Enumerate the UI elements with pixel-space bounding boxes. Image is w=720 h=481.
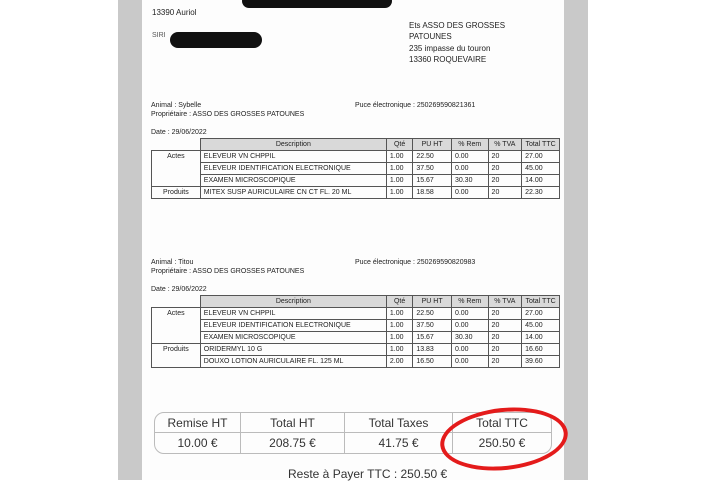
row-category xyxy=(152,175,201,187)
row-rem: 30.30 xyxy=(451,175,488,187)
invoice-page xyxy=(142,0,564,480)
row-qty: 1.00 xyxy=(386,308,412,320)
row-category xyxy=(152,356,201,368)
col-tva: % TVA xyxy=(488,296,522,308)
table-row xyxy=(152,151,560,163)
table-row xyxy=(152,175,560,187)
col-pu-ht: PU HT xyxy=(413,296,452,308)
sender-city: 13390 Auriol xyxy=(152,8,197,17)
row-category xyxy=(152,332,201,344)
row-description: ELEVEUR VN CHPPIL xyxy=(200,151,386,163)
row-tva: 20 xyxy=(488,187,522,199)
row-ttc: 27.00 xyxy=(522,308,560,320)
animal-name: Animal : Titou xyxy=(151,259,194,266)
table-row xyxy=(152,344,560,356)
row-rem: 0.00 xyxy=(451,320,488,332)
row-ttc: 22.30 xyxy=(522,187,560,199)
row-qty: 2.00 xyxy=(386,356,412,368)
row-pu: 13.83 xyxy=(413,344,452,356)
row-ttc: 16.60 xyxy=(522,344,560,356)
table-row xyxy=(152,163,560,175)
page-margin-right xyxy=(564,0,588,480)
table-header-row xyxy=(152,296,560,308)
row-tva: 20 xyxy=(488,308,522,320)
summary-value-total-taxes: 41.75 € xyxy=(345,433,453,453)
row-qty: 1.00 xyxy=(386,187,412,199)
owner: Propriétaire : ASSO DES GROSSES PATOUNES xyxy=(151,111,305,118)
invoice-date: Date : 29/06/2022 xyxy=(151,129,207,136)
row-pu: 16.50 xyxy=(413,356,452,368)
row-ttc: 14.00 xyxy=(522,175,560,187)
row-description: ELEVEUR VN CHPPIL xyxy=(200,308,386,320)
row-qty: 1.00 xyxy=(386,175,412,187)
owner: Propriétaire : ASSO DES GROSSES PATOUNES xyxy=(151,268,305,275)
row-category: Actes xyxy=(152,151,201,163)
row-ttc: 45.00 xyxy=(522,163,560,175)
recipient-line4: 13360 ROQUEVAIRE xyxy=(409,55,487,64)
row-pu: 22.50 xyxy=(413,308,452,320)
row-description: ELEVEUR IDENTIFICATION ELECTRONIQUE xyxy=(200,320,386,332)
amount-due: Reste à Payer TTC : 250.50 € xyxy=(288,467,448,481)
row-tva: 20 xyxy=(488,163,522,175)
row-tva: 20 xyxy=(488,332,522,344)
row-rem: 0.00 xyxy=(451,344,488,356)
row-ttc: 39.60 xyxy=(522,356,560,368)
siret-redaction xyxy=(170,32,262,48)
col-total-ttc: Total TTC xyxy=(522,296,560,308)
table-row xyxy=(152,308,560,320)
invoice-table xyxy=(151,295,560,368)
row-rem: 0.00 xyxy=(451,308,488,320)
row-rem: 30.30 xyxy=(451,332,488,344)
col-rem: % Rem xyxy=(451,296,488,308)
table-row xyxy=(152,187,560,199)
row-category: Produits xyxy=(152,187,201,199)
summary-value-total-ttc: 250.50 € xyxy=(478,436,526,450)
row-qty: 1.00 xyxy=(386,151,412,163)
row-pu: 18.58 xyxy=(413,187,452,199)
table-row xyxy=(152,320,560,332)
row-rem: 0.00 xyxy=(451,187,488,199)
summary-header-total-ttc: Total TTC xyxy=(453,413,551,433)
redaction-bar xyxy=(242,0,392,8)
summary-header-total-taxes: Total Taxes xyxy=(345,413,453,433)
recipient-line3: 235 impasse du touron xyxy=(409,44,491,53)
row-description: MITEX SUSP AURICULAIRE CN CT FL. 20 ML xyxy=(200,187,386,199)
row-tva: 20 xyxy=(488,356,522,368)
col-tva: % TVA xyxy=(488,139,522,151)
row-tva: 20 xyxy=(488,175,522,187)
col-qty: Qté xyxy=(386,139,412,151)
summary-value-total-ht: 208.75 € xyxy=(241,433,345,453)
row-tva: 20 xyxy=(488,344,522,356)
row-pu: 15.67 xyxy=(413,175,452,187)
row-ttc: 14.00 xyxy=(522,332,560,344)
col-rem: % Rem xyxy=(451,139,488,151)
row-tva: 20 xyxy=(488,151,522,163)
row-pu: 37.50 xyxy=(413,320,452,332)
invoice-table xyxy=(151,138,560,199)
row-description: ORIDERMYL 10 G xyxy=(200,344,386,356)
row-pu: 22.50 xyxy=(413,151,452,163)
row-rem: 0.00 xyxy=(451,163,488,175)
table-header-row xyxy=(152,139,560,151)
row-tva: 20 xyxy=(488,320,522,332)
page-margin-left xyxy=(118,0,142,480)
col-total-ttc: Total TTC xyxy=(522,139,560,151)
siret-label: SIRI xyxy=(152,32,166,39)
row-description: ELEVEUR IDENTIFICATION ELECTRONIQUE xyxy=(200,163,386,175)
col-description: Description xyxy=(200,139,386,151)
table-row xyxy=(152,356,560,368)
summary-header-total-ht: Total HT xyxy=(241,413,345,433)
row-qty: 1.00 xyxy=(386,320,412,332)
row-pu: 37.50 xyxy=(413,163,452,175)
row-category: Produits xyxy=(152,344,201,356)
row-ttc: 45.00 xyxy=(522,320,560,332)
summary-header-remise: Remise HT xyxy=(155,413,241,433)
animal-name: Animal : Sybelle xyxy=(151,102,202,109)
row-rem: 0.00 xyxy=(451,151,488,163)
chip-number: Puce électronique : 250269590821361 xyxy=(355,102,476,109)
invoice-date: Date : 29/06/2022 xyxy=(151,286,207,293)
table-row xyxy=(152,332,560,344)
row-qty: 1.00 xyxy=(386,344,412,356)
row-category xyxy=(152,320,201,332)
col-description: Description xyxy=(200,296,386,308)
recipient-line1: Ets ASSO DES GROSSES xyxy=(409,21,506,30)
row-description: EXAMEN MICROSCOPIQUE xyxy=(200,175,386,187)
row-description: EXAMEN MICROSCOPIQUE xyxy=(200,332,386,344)
recipient-line2: PATOUNES xyxy=(409,32,452,41)
col-qty: Qté xyxy=(386,296,412,308)
row-rem: 0.00 xyxy=(451,356,488,368)
row-category xyxy=(152,163,201,175)
row-description: DOUXO LOTION AURICULAIRE FL. 125 ML xyxy=(200,356,386,368)
row-pu: 15.67 xyxy=(413,332,452,344)
row-qty: 1.00 xyxy=(386,163,412,175)
row-qty: 1.00 xyxy=(386,332,412,344)
col-pu-ht: PU HT xyxy=(413,139,452,151)
summary-value-remise: 10.00 € xyxy=(155,433,241,453)
chip-number: Puce électronique : 250269590820983 xyxy=(355,259,476,266)
row-category: Actes xyxy=(152,308,201,320)
row-ttc: 27.00 xyxy=(522,151,560,163)
